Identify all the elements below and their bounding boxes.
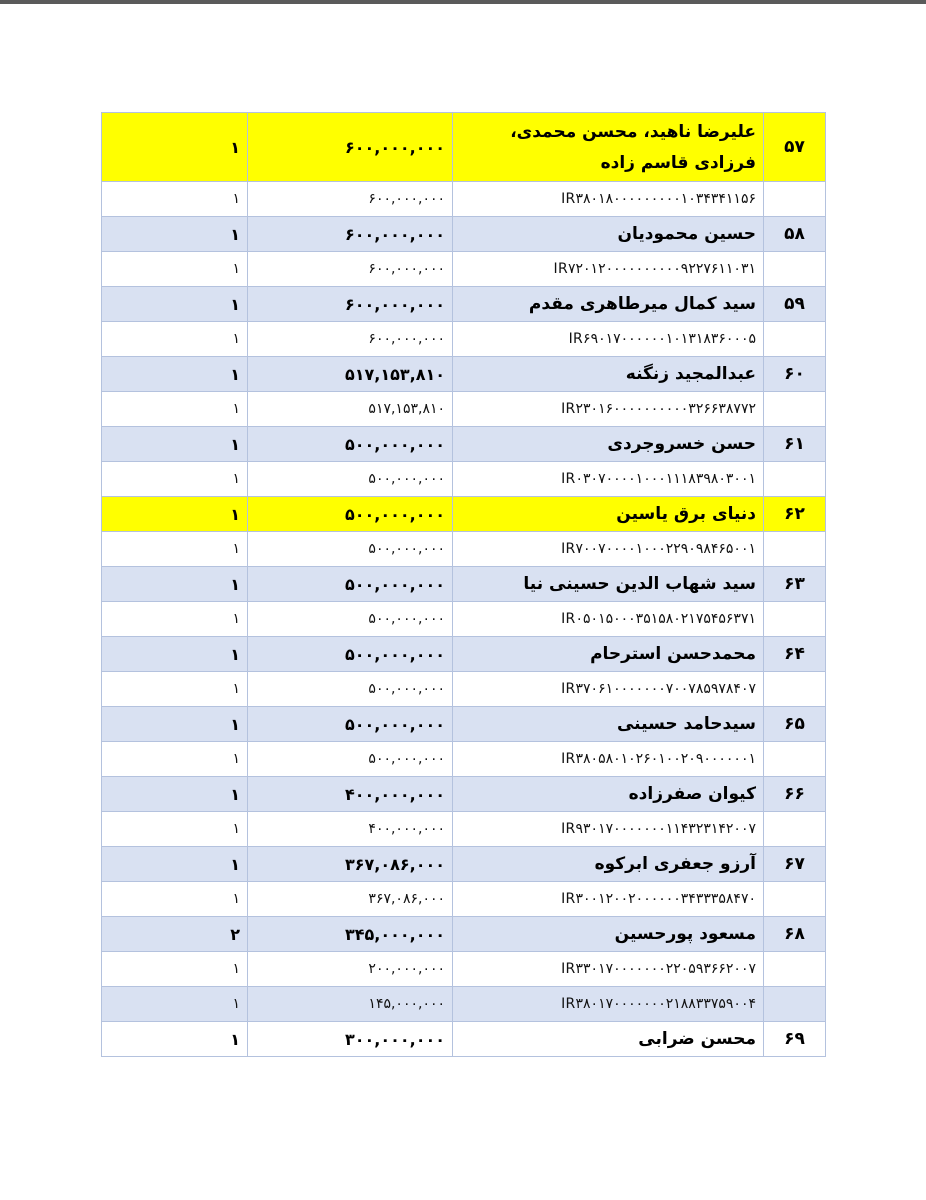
table-subrow [102, 812, 826, 847]
iban-cell: IR۳۸۰۵۸۰۱۰۲۶۰۱۰۰۲۰۹۰۰۰۰۰۰۱ [453, 742, 764, 777]
amount-cell: ۵۰۰,۰۰۰,۰۰۰ [248, 637, 453, 672]
amount-cell: ۶۰۰,۰۰۰,۰۰۰ [248, 113, 453, 182]
amount-cell: ۵۰۰,۰۰۰,۰۰۰ [248, 602, 453, 637]
table-subrow [102, 392, 826, 427]
row-number-cell: ۶۶ [764, 777, 826, 812]
row-number-cell: ۶۳ [764, 567, 826, 602]
table-row [102, 777, 826, 812]
count-cell: ۱ [102, 113, 248, 182]
iban-cell: IR۳۰۰۱۲۰۰۲۰۰۰۰۰۰۳۴۳۳۳۵۸۴۷۰ [453, 882, 764, 917]
count-cell: ۱ [102, 497, 248, 532]
count-cell: ۱ [102, 952, 248, 987]
amount-cell: ۳۴۵,۰۰۰,۰۰۰ [248, 917, 453, 952]
name-cell: کیوان صفرزاده [453, 777, 764, 812]
count-cell: ۱ [102, 672, 248, 707]
top-border [0, 0, 926, 4]
count-cell: ۱ [102, 322, 248, 357]
table-subrow [102, 882, 826, 917]
table-row [102, 113, 826, 182]
name-cell: حسین محمودیان [453, 217, 764, 252]
table-subrow [102, 532, 826, 567]
row-number-cell: ۵۷ [764, 113, 826, 182]
table-row [102, 217, 826, 252]
iban-cell: IR۰۳۰۷۰۰۰۰۱۰۰۰۱۱۱۸۳۹۸۰۳۰۰۱ [453, 462, 764, 497]
table-subrow [102, 987, 826, 1022]
count-cell: ۱ [102, 777, 248, 812]
table-row [102, 287, 826, 322]
row-number-cell: ۶۹ [764, 1022, 826, 1057]
amount-cell: ۵۱۷,۱۵۳,۸۱۰ [248, 357, 453, 392]
count-cell: ۱ [102, 217, 248, 252]
name-cell: عبدالمجید زنگنه [453, 357, 764, 392]
count-cell: ۱ [102, 567, 248, 602]
table-subrow [102, 462, 826, 497]
table-row [102, 847, 826, 882]
row-number-cell [764, 952, 826, 987]
amount-cell: ۶۰۰,۰۰۰,۰۰۰ [248, 252, 453, 287]
iban-cell: IR۲۳۰۱۶۰۰۰۰۰۰۰۰۰۰۳۲۶۶۳۸۷۷۲ [453, 392, 764, 427]
table-subrow [102, 952, 826, 987]
amount-cell: ۵۱۷,۱۵۳,۸۱۰ [248, 392, 453, 427]
iban-cell: IR۰۵۰۱۵۰۰۰۳۵۱۵۸۰۲۱۷۵۴۵۶۳۷۱ [453, 602, 764, 637]
amount-cell: ۴۰۰,۰۰۰,۰۰۰ [248, 812, 453, 847]
count-cell: ۱ [102, 987, 248, 1022]
count-cell: ۱ [102, 882, 248, 917]
count-cell: ۱ [102, 427, 248, 462]
table-row [102, 497, 826, 532]
row-number-cell [764, 252, 826, 287]
table-subrow [102, 672, 826, 707]
amount-cell: ۵۰۰,۰۰۰,۰۰۰ [248, 427, 453, 462]
table-row [102, 637, 826, 672]
table-body [102, 113, 826, 1057]
iban-cell: IR۳۸۰۱۸۰۰۰۰۰۰۰۰۰۱۰۳۴۳۴۱۱۵۶ [453, 182, 764, 217]
count-cell: ۲ [102, 917, 248, 952]
amount-cell: ۵۰۰,۰۰۰,۰۰۰ [248, 462, 453, 497]
row-number-cell: ۶۷ [764, 847, 826, 882]
payments-table [101, 112, 826, 1057]
count-cell: ۱ [102, 707, 248, 742]
name-cell: محسن ضرابی [453, 1022, 764, 1057]
count-cell: ۱ [102, 637, 248, 672]
row-number-cell [764, 882, 826, 917]
count-cell: ۱ [102, 602, 248, 637]
amount-cell: ۳۶۷,۰۸۶,۰۰۰ [248, 847, 453, 882]
row-number-cell: ۶۸ [764, 917, 826, 952]
amount-cell: ۴۰۰,۰۰۰,۰۰۰ [248, 777, 453, 812]
amount-cell: ۶۰۰,۰۰۰,۰۰۰ [248, 322, 453, 357]
amount-cell: ۵۰۰,۰۰۰,۰۰۰ [248, 742, 453, 777]
amount-cell: ۵۰۰,۰۰۰,۰۰۰ [248, 532, 453, 567]
row-number-cell [764, 392, 826, 427]
count-cell: ۱ [102, 742, 248, 777]
iban-cell: IR۶۹۰۱۷۰۰۰۰۰۰۱۰۱۳۱۸۳۶۰۰۰۵ [453, 322, 764, 357]
iban-cell: IR۹۳۰۱۷۰۰۰۰۰۰۰۱۱۴۳۲۳۱۴۲۰۰۷ [453, 812, 764, 847]
amount-cell: ۳۰۰,۰۰۰,۰۰۰ [248, 1022, 453, 1057]
iban-cell: IR۷۲۰۱۲۰۰۰۰۰۰۰۰۰۰۹۲۲۷۶۱۱۰۳۱ [453, 252, 764, 287]
count-cell: ۱ [102, 357, 248, 392]
row-number-cell: ۵۸ [764, 217, 826, 252]
iban-cell: IR۳۸۰۱۷۰۰۰۰۰۰۰۲۱۸۸۳۳۷۵۹۰۰۴ [453, 987, 764, 1022]
amount-cell: ۶۰۰,۰۰۰,۰۰۰ [248, 287, 453, 322]
row-number-cell [764, 987, 826, 1022]
name-cell: دنیای برق یاسین [453, 497, 764, 532]
count-cell: ۱ [102, 392, 248, 427]
count-cell: ۱ [102, 287, 248, 322]
row-number-cell [764, 602, 826, 637]
row-number-cell [764, 532, 826, 567]
count-cell: ۱ [102, 532, 248, 567]
name-cell: آرزو جعفری ابرکوه [453, 847, 764, 882]
row-number-cell: ۶۰ [764, 357, 826, 392]
amount-cell: ۳۶۷,۰۸۶,۰۰۰ [248, 882, 453, 917]
name-cell: مسعود پورحسین [453, 917, 764, 952]
name-cell: سید شهاب الدین حسینی نیا [453, 567, 764, 602]
table-row [102, 427, 826, 462]
table-row [102, 1022, 826, 1057]
name-cell: سید کمال میرطاهری مقدم [453, 287, 764, 322]
table-subrow [102, 602, 826, 637]
amount-cell: ۵۰۰,۰۰۰,۰۰۰ [248, 497, 453, 532]
amount-cell: ۱۴۵,۰۰۰,۰۰۰ [248, 987, 453, 1022]
row-number-cell [764, 462, 826, 497]
count-cell: ۱ [102, 252, 248, 287]
count-cell: ۱ [102, 847, 248, 882]
row-number-cell [764, 322, 826, 357]
amount-cell: ۶۰۰,۰۰۰,۰۰۰ [248, 182, 453, 217]
amount-cell: ۵۰۰,۰۰۰,۰۰۰ [248, 707, 453, 742]
row-number-cell: ۶۴ [764, 637, 826, 672]
row-number-cell: ۶۱ [764, 427, 826, 462]
name-cell: سیدحامد حسینی [453, 707, 764, 742]
name-cell: محمدحسن استرحام [453, 637, 764, 672]
iban-cell: IR۷۰۰۷۰۰۰۰۱۰۰۰۲۲۹۰۹۸۴۶۵۰۰۱ [453, 532, 764, 567]
amount-cell: ۲۰۰,۰۰۰,۰۰۰ [248, 952, 453, 987]
iban-cell: IR۳۳۰۱۷۰۰۰۰۰۰۰۲۲۰۵۹۳۶۶۲۰۰۷ [453, 952, 764, 987]
table-subrow [102, 252, 826, 287]
table-row [102, 357, 826, 392]
count-cell: ۱ [102, 812, 248, 847]
amount-cell: ۵۰۰,۰۰۰,۰۰۰ [248, 567, 453, 602]
amount-cell: ۵۰۰,۰۰۰,۰۰۰ [248, 672, 453, 707]
row-number-cell [764, 672, 826, 707]
name-cell: علیرضا ناهید، محسن محمدی، فرزادی قاسم زاده [453, 113, 764, 182]
row-number-cell: ۵۹ [764, 287, 826, 322]
row-number-cell: ۶۲ [764, 497, 826, 532]
table-row [102, 707, 826, 742]
iban-cell: IR۳۷۰۶۱۰۰۰۰۰۰۰۷۰۰۷۸۵۹۷۸۴۰۷ [453, 672, 764, 707]
table-subrow [102, 742, 826, 777]
row-number-cell: ۶۵ [764, 707, 826, 742]
table-row [102, 917, 826, 952]
row-number-cell [764, 742, 826, 777]
table-subrow [102, 322, 826, 357]
count-cell: ۱ [102, 462, 248, 497]
name-cell: حسن خسروجردی [453, 427, 764, 462]
row-number-cell [764, 812, 826, 847]
amount-cell: ۶۰۰,۰۰۰,۰۰۰ [248, 217, 453, 252]
count-cell: ۱ [102, 182, 248, 217]
table-row [102, 567, 826, 602]
count-cell: ۱ [102, 1022, 248, 1057]
table-subrow [102, 182, 826, 217]
row-number-cell [764, 182, 826, 217]
